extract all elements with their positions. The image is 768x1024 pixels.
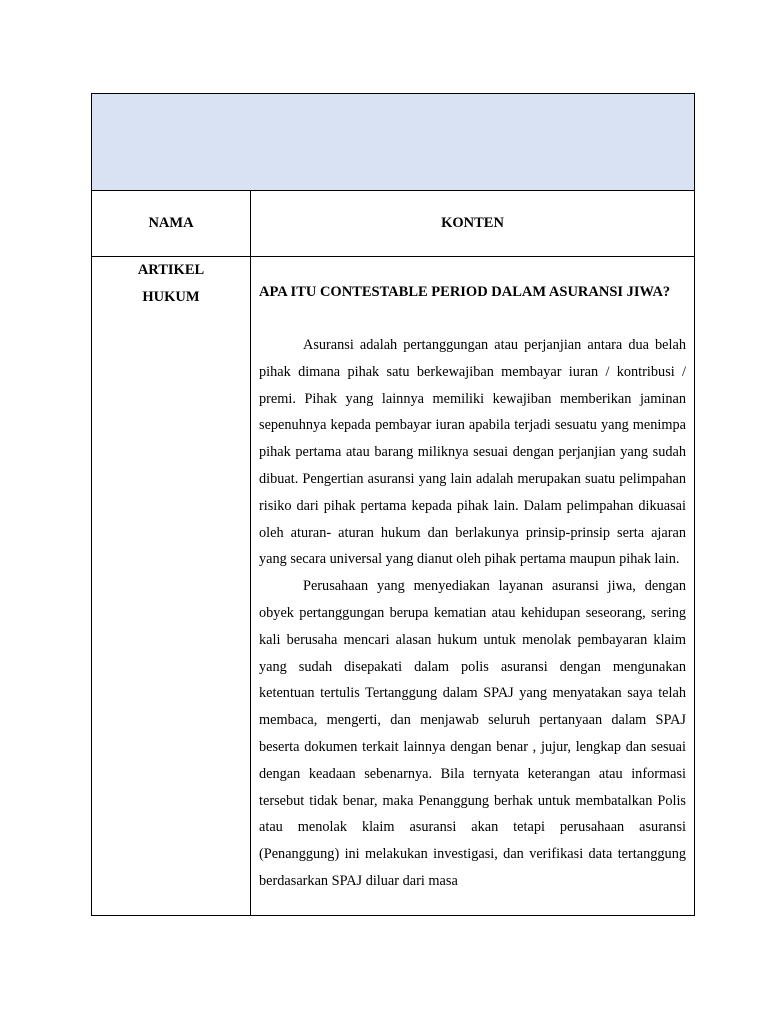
row-name-line-2: HUKUM [142, 289, 200, 305]
row-name-cell [92, 257, 250, 311]
article-title: APA ITU CONTESTABLE PERIOD DALAM ASURANSI JIWA? [259, 284, 671, 300]
article-paragraph-2: Perusahaan yang menyediakan layanan asuransi jiwa, dengan obyek pertanggungan berupa kematian atau kehidupan seseorang, sering kali berusaha mencari alasan hukum untuk menolak pembayaran klaim yang sudah disepakati dalam polis asuransi dengan mengunakan ketentuan tertulis Tertanggung dalam SPAJ yang menyatakan saya telah membaca, mengerti, dan menjawab seluruh pertanyaan dalam SPAJ beserta dokumen terkait lainnya dengan benar , jujur, lengkap dan sesuai dengan keadaan sebenarnya. Bila ternyata keterangan atau informasi tersebut tidak benar, maka Penanggung berhak untuk membatalkan Polis atau menolak klaim asuransi akan tetapi perusahaan asuransi (Penanggung) ini melakukan investigasi, dan verifikasi data tertanggung berdasarkan SPAJ diluar dari masa [259, 578, 686, 889]
article-paragraph-1: Asuransi adalah pertanggungan atau perjanjian antara dua belah pihak dimana pihak satu berkewajiban membayar iuran / kontribusi / premi. Pihak yang lainnya memiliki kewajiban memberikan jaminan sepenuhnya kepada pembayar iuran apabila terjadi sesuatu yang menimpa pihak pertama atau barang miliknya sesuai dengan perjanjian yang sudah dibuat. Pengertian asuransi yang lain adalah merupakan suatu pelimpahan risiko dari pihak pertama kepada pihak lain. Dalam pelimpahan dikuasai oleh aturan- aturan hukum dan berlakunya prinsip-prinsip serta ajaran yang secara universal yang dianut oleh pihak pertama maupun pihak lain. [259, 337, 686, 568]
row-name-line-1: ARTIKEL [137, 262, 205, 278]
document-table [91, 93, 695, 916]
row-content-cell [259, 279, 686, 895]
column-divider [250, 190, 251, 915]
column-header-nama: NAMA [148, 215, 194, 231]
table-header-band [92, 94, 694, 191]
column-header-konten: KONTEN [441, 215, 504, 231]
